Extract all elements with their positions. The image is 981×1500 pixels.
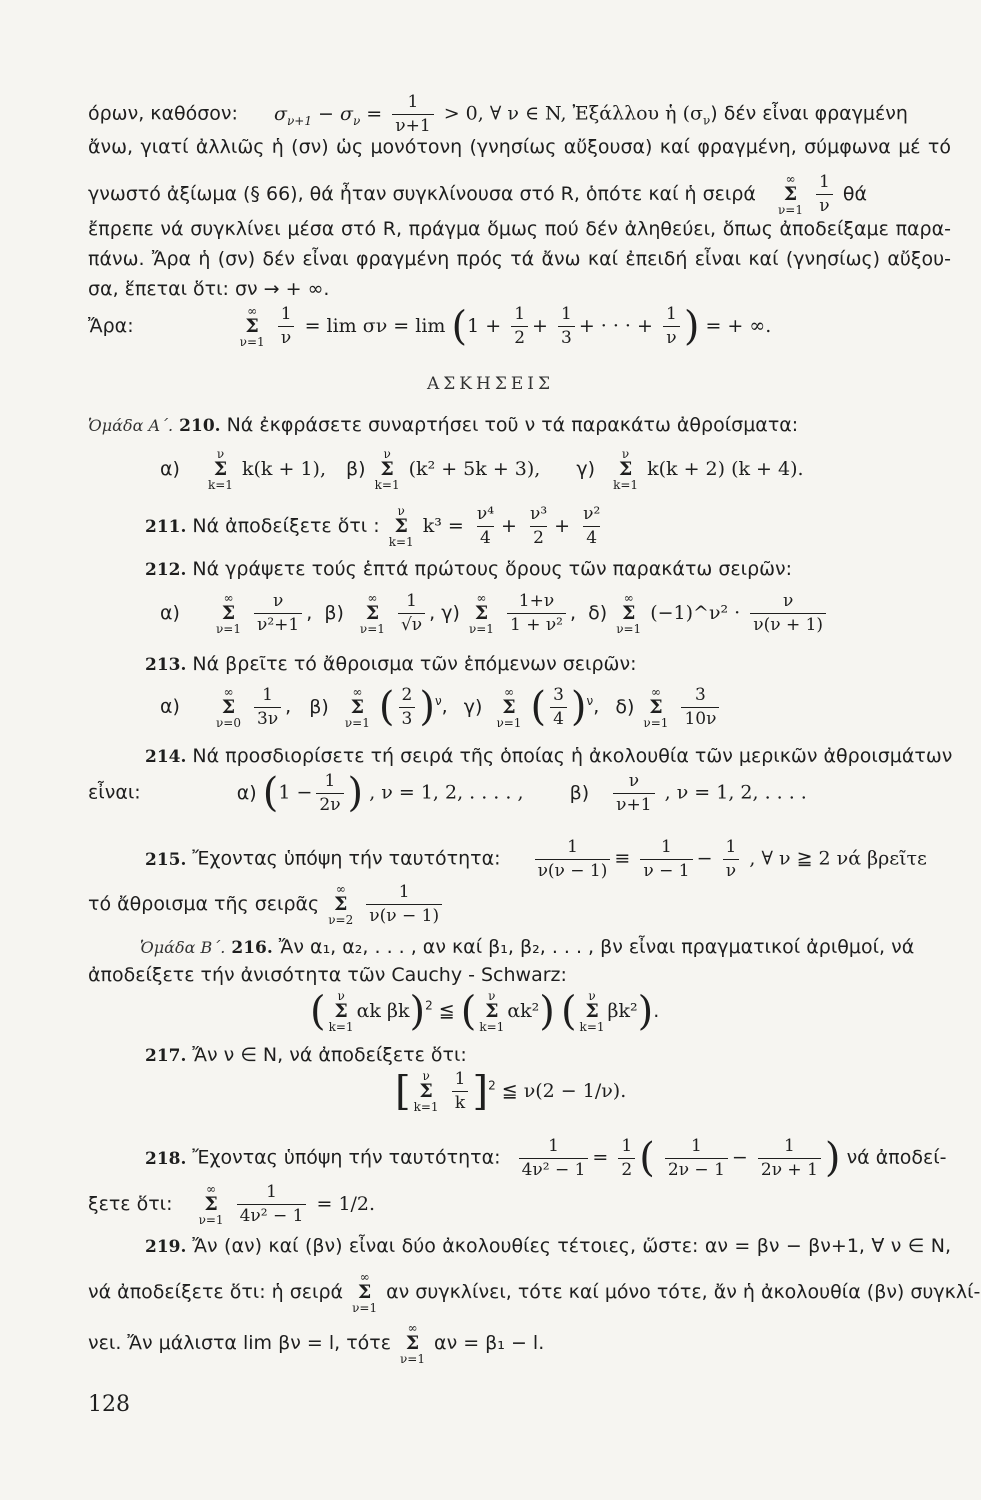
exercise-215-series: τό ἄθροισμα τῆς σειρᾶς ∞ Σ ν=2 $\frac{1}{\nu(\nu - 1)}$ [88, 883, 446, 926]
exercise-213-items: α) ∞ Σ ν=0 $\frac{1}{3\nu}$ , β) ∞ Σ ν=1 ( $\frac{2}{3}$ )$^\nu$, γ) ∞ Σ ν=1 ( $\frac{3}{4}$ )$^\nu$, δ) ∞ Σ ν=1 $\frac{3}{10\nu}$ [160, 684, 723, 730]
line-1: όρων, καθόσον: $\sigma_{\nu+1} - \sigma_\nu$ = $\frac{1}{\nu+1}$ > 0, ∀ ν ∈ N, Ἐξάλλου ἡ $(\sigma_\nu)$ δέν εἶναι φραγμένη [88, 92, 908, 136]
group-label: Ὁμάδα Β΄. [140, 938, 226, 957]
line-6: σα, ἕπεται ὅτι: σν → + ∞. [88, 278, 330, 300]
exercise-210-items: α) ν Σ k=1 k(k + 1), β) ν Σ k=1 (k² + 5k + 3), γ) ν Σ k=1 k(k + 2) (k + 4). [160, 447, 804, 492]
page-number: 128 [88, 1392, 130, 1417]
group-label: Ὁμάδα Α΄. [88, 416, 174, 435]
exercise-218-series: ξετε ὅτι: ∞ Σ ν=1 $\frac{1}{\text{4ν² − 1}}$ = 1/2. [88, 1182, 376, 1227]
text-fragment: ) δέν εἶναι φραγμένη [710, 102, 908, 125]
text-fragment: > 0, ∀ ν ∈ N, Ἐξάλλου ἡ (σ [443, 102, 703, 125]
section-heading: ΑΣΚΗΣΕΙΣ [427, 374, 554, 394]
exercise-211: 211. Νά ἀποδείξετε ὅτι : ν Σ k=1 k³ = $\frac{\text{ν⁴}}{4}$ + $\frac{\text{ν³}}{2}$ + $\frac{\text{ν²}}{4}$ [145, 504, 601, 549]
line-2: ἄνω, γιατί ἀλλιῶς ἡ (σν) ὡς μονότονη (γνησίως αὔξουσα) καί φραγμένη, σύμφωνα μέ τό [88, 136, 951, 158]
exercise-219-line-2: νά ἀποδείξετε ὅτι: ἡ σειρά ∞ Σ ν=1 αν συγκλίνει, τότε καί μόνο τότε, ἄν ἡ ἀκολουθία (βν) συγκλί- [88, 1270, 981, 1315]
exercise-215: 215. Ἔχοντας ὑπόψη τήν ταυτότητα: $\frac{1}{\nu(\nu - 1)}$ ≡ $\frac{1}{\nu - 1}$ − $\frac{1}{\nu}$ , ∀ ν ≧ 2 νά βρεῖτε [145, 837, 927, 881]
cauchy-schwarz-inequality: ( ν Σ k=1 αk βk)$^2$ ≦ ( ν Σ k=1 αk²) ( ν Σ k=1 βk²). [310, 988, 660, 1035]
sigma-symbol: − σ [318, 102, 353, 125]
exercise-216-line-2: ἀποδείξετε τήν ἀνισότητα τῶν Cauchy - Schwarz: [88, 964, 567, 986]
line-3: γνωστό ἀξίωμα (§ 66), θά ἦταν συγκλίνουσα στό R, ὁπότε καί ἡ σειρά ∞ Σ ν=1 $\frac{1}{\nu}$ θά [88, 172, 868, 217]
exercise-217-inequality: [ ν Σ k=1 $\frac{1}{k}$ ]$^2$ ≦ ν(2 − 1/ν). [395, 1068, 627, 1115]
fraction: $\frac{1}{\nu+1}$ [392, 93, 433, 135]
sigma-symbol: σ [274, 102, 287, 125]
exercise-212-items: α) ∞ Σ ν=1 $\frac{\nu}{\text{ν²+1}}$ , β) ∞ Σ ν=1 $\frac{1}{√\nu}$ , γ) ∞ Σ ν=1 $\frac{1+\nu}{\text{1 + ν²}}$ , δ) ∞ Σ ν=1 (−1)^ν² · $\frac{\nu}{\nu(\nu + 1)}$ [160, 592, 830, 635]
conclusion-equation: Ἄρα: ∞ Σ ν=1 $\frac{1}{\nu}$ = lim σν = lim (1 + $\frac{1}{2}$ + $\frac{1}{3}$ + · · · + $\frac{1}{\nu}$ ) = + ∞. [88, 303, 772, 350]
text-fragment: όρων, καθόσον: [88, 102, 238, 125]
fraction: $\frac{1}{\nu}$ [816, 173, 833, 215]
exercise-210: Ὁμάδα Α΄. 210. Νά ἐκφράσετε συναρτήσει τοῦ ν τά παρακάτω ἀθροίσματα: [88, 414, 799, 436]
exercise-219-line-3: νει. Ἄν μάλιστα lim βν = l, τότε ∞ Σ ν=1 αν = β₁ − l. [88, 1321, 545, 1366]
exercise-214-items: εἶναι: α) (1 − $\frac{1}{2\nu}$ ) , ν = 1, 2, . . . . , β) $\frac{\nu}{\nu+1}$ , ν = 1, 2, . . . . [88, 770, 807, 817]
exercise-218: 218. Ἔχοντας ὑπόψη τήν ταυτότητα: $\frac{1}{\text{4ν² − 1}}$ = $\frac{1}{2}$ ( $\frac{1}{2\nu - 1}$ − $\frac{1}{2\nu + 1}$ ) νά ἀποδεί- [145, 1135, 947, 1182]
line-5: πάνω. Ἄρα ἡ (σν) δέν εἶναι φραγμένη πρός τά ἄνω καί ἐπειδή εἶναι καί (γνησίως) αὔξου- [88, 248, 951, 270]
exercise-214: 214. Νά προσδιορίσετε τή σειρά τῆς ὁποίας ἡ ἀκολουθία τῶν μερικῶν ἀθροισμάτων [145, 745, 953, 767]
exercise-217: 217. Ἄν ν ∈ N, νά ἀποδείξετε ὅτι: [145, 1044, 467, 1066]
exercise-216: Ὁμάδα Β΄. 216. Ἄν α₁, α₂, . . . , αν καί β₁, β₂, . . . , βν εἶναι πραγματικοί ἀριθμοί, νά [140, 936, 915, 958]
exercise-213: 213. Νά βρεῖτε τό ἄθροισμα τῶν ἑπόμενων σειρῶν: [145, 653, 637, 675]
sum-symbol: ∞ Σ ν=1 [239, 304, 265, 349]
sum-symbol: ∞ Σ ν=1 [778, 172, 803, 217]
exercise-212: 212. Νά γράψετε τούς ἑπτά πρώτους ὅρους τῶν παρακάτω σειρῶν: [145, 558, 793, 580]
line-4: ἔπρεπε νά συγκλίνει μέσα στό R, πράγμα ὅμως πού δέν ἀληθεύει, ὅπως ἀποδείξαμε παρα- [88, 218, 951, 240]
exercise-219: 219. Ἄν (αν) καί (βν) εἶναι δύο ἀκολουθίες τέτοιες, ὥστε: αν = βν − βν+1, ∀ ν ∈ N, [145, 1235, 951, 1257]
